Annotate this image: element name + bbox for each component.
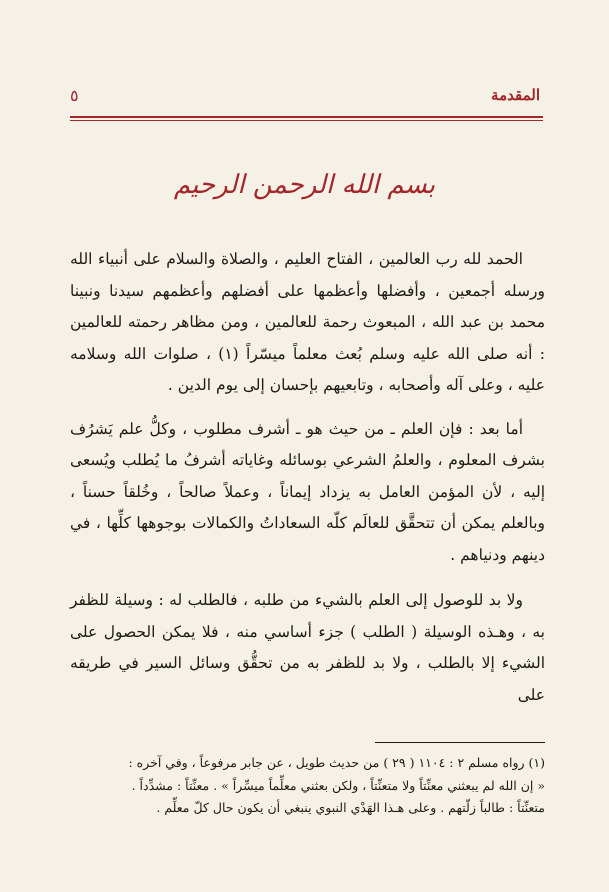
footnote-rule [375,742,545,743]
basmala: بسم الله الرحمن الرحيم [173,170,436,200]
paragraph: الحمد لله رب العالمين ، الفتاح العليم ، والصلاة والسلام على أنبياء الله ورسله أجمعين ، وأفضلها وأعظمها على أفضلهم وأعظمهم سيدنا ونبينا محمد بن عبد الله ، المبعوث رحمة للعالمين ، ومن مظاهر رحمته للعالمين : أنه صلى الله عليه وسلم بُعث معلماً ميسّراً (١) ، صلوات الله وسلامه عليه ، وعلى آله وأصحابه ، وتابعيهم بإحسان إلى يوم الدين . [70,250,545,394]
footnote [70,752,545,820]
running-title: المقدمة [491,86,540,104]
body-text [70,244,545,725]
header-rule [70,116,543,121]
paragraph: ولا بد للوصول إلى العلم بالشيء من طلبه ، فالطلب له : وسيلة للظفر به ، وهـذه الوسيلة ( الطلب ) جزء أساسي منه ، فلا يمكن الحصول على الشيء إلا بالطلب ، ولا بد للظفر به من تحقُّق وسائل السير في طريقه على [70,591,545,704]
page-number: ٥ [70,86,79,105]
paragraph: أما بعد : فإن العلم ـ من حيث هو ـ أشرف مطلوب ، وكلُّ علم يَشرُف بشرف المعلوم ، والعلمُ الشرعي بوسائله وغاياته أشرفُ ما يُطلب ويُسعى إليه ، لأن المؤمن العامل به يزداد إيماناً ، وعملاً صالحاً ، وخُلقاً حسناً ، وبالعلم يمكن أن تتحقَّق للعالَم كلّه السعاداتُ والكمالات بوجوهها كلِّها ، في دينهم ودنياهم . [70,419,545,564]
footnote-line: متعنِّتاً : طالباً زلّتهم . وعلى هـذا الهَدْي النبوي ينبغي أن يكون حال كلّ معلِّم . [156,800,545,815]
footnote-line: (١) رواه مسلم ٢ : ١١٠٤ ( ٢٩ ) من حديث طويل ، عن جابر مرفوعاً ، وفي آخره : [128,755,545,770]
running-header [70,86,540,112]
footnote-line: « إن الله لم يبعثني معنِّتاً ولا متعنِّتاً ، ولكن بعثني معلِّماً ميسِّراً » . معنِّتاً : مشدِّداً . [131,777,545,793]
